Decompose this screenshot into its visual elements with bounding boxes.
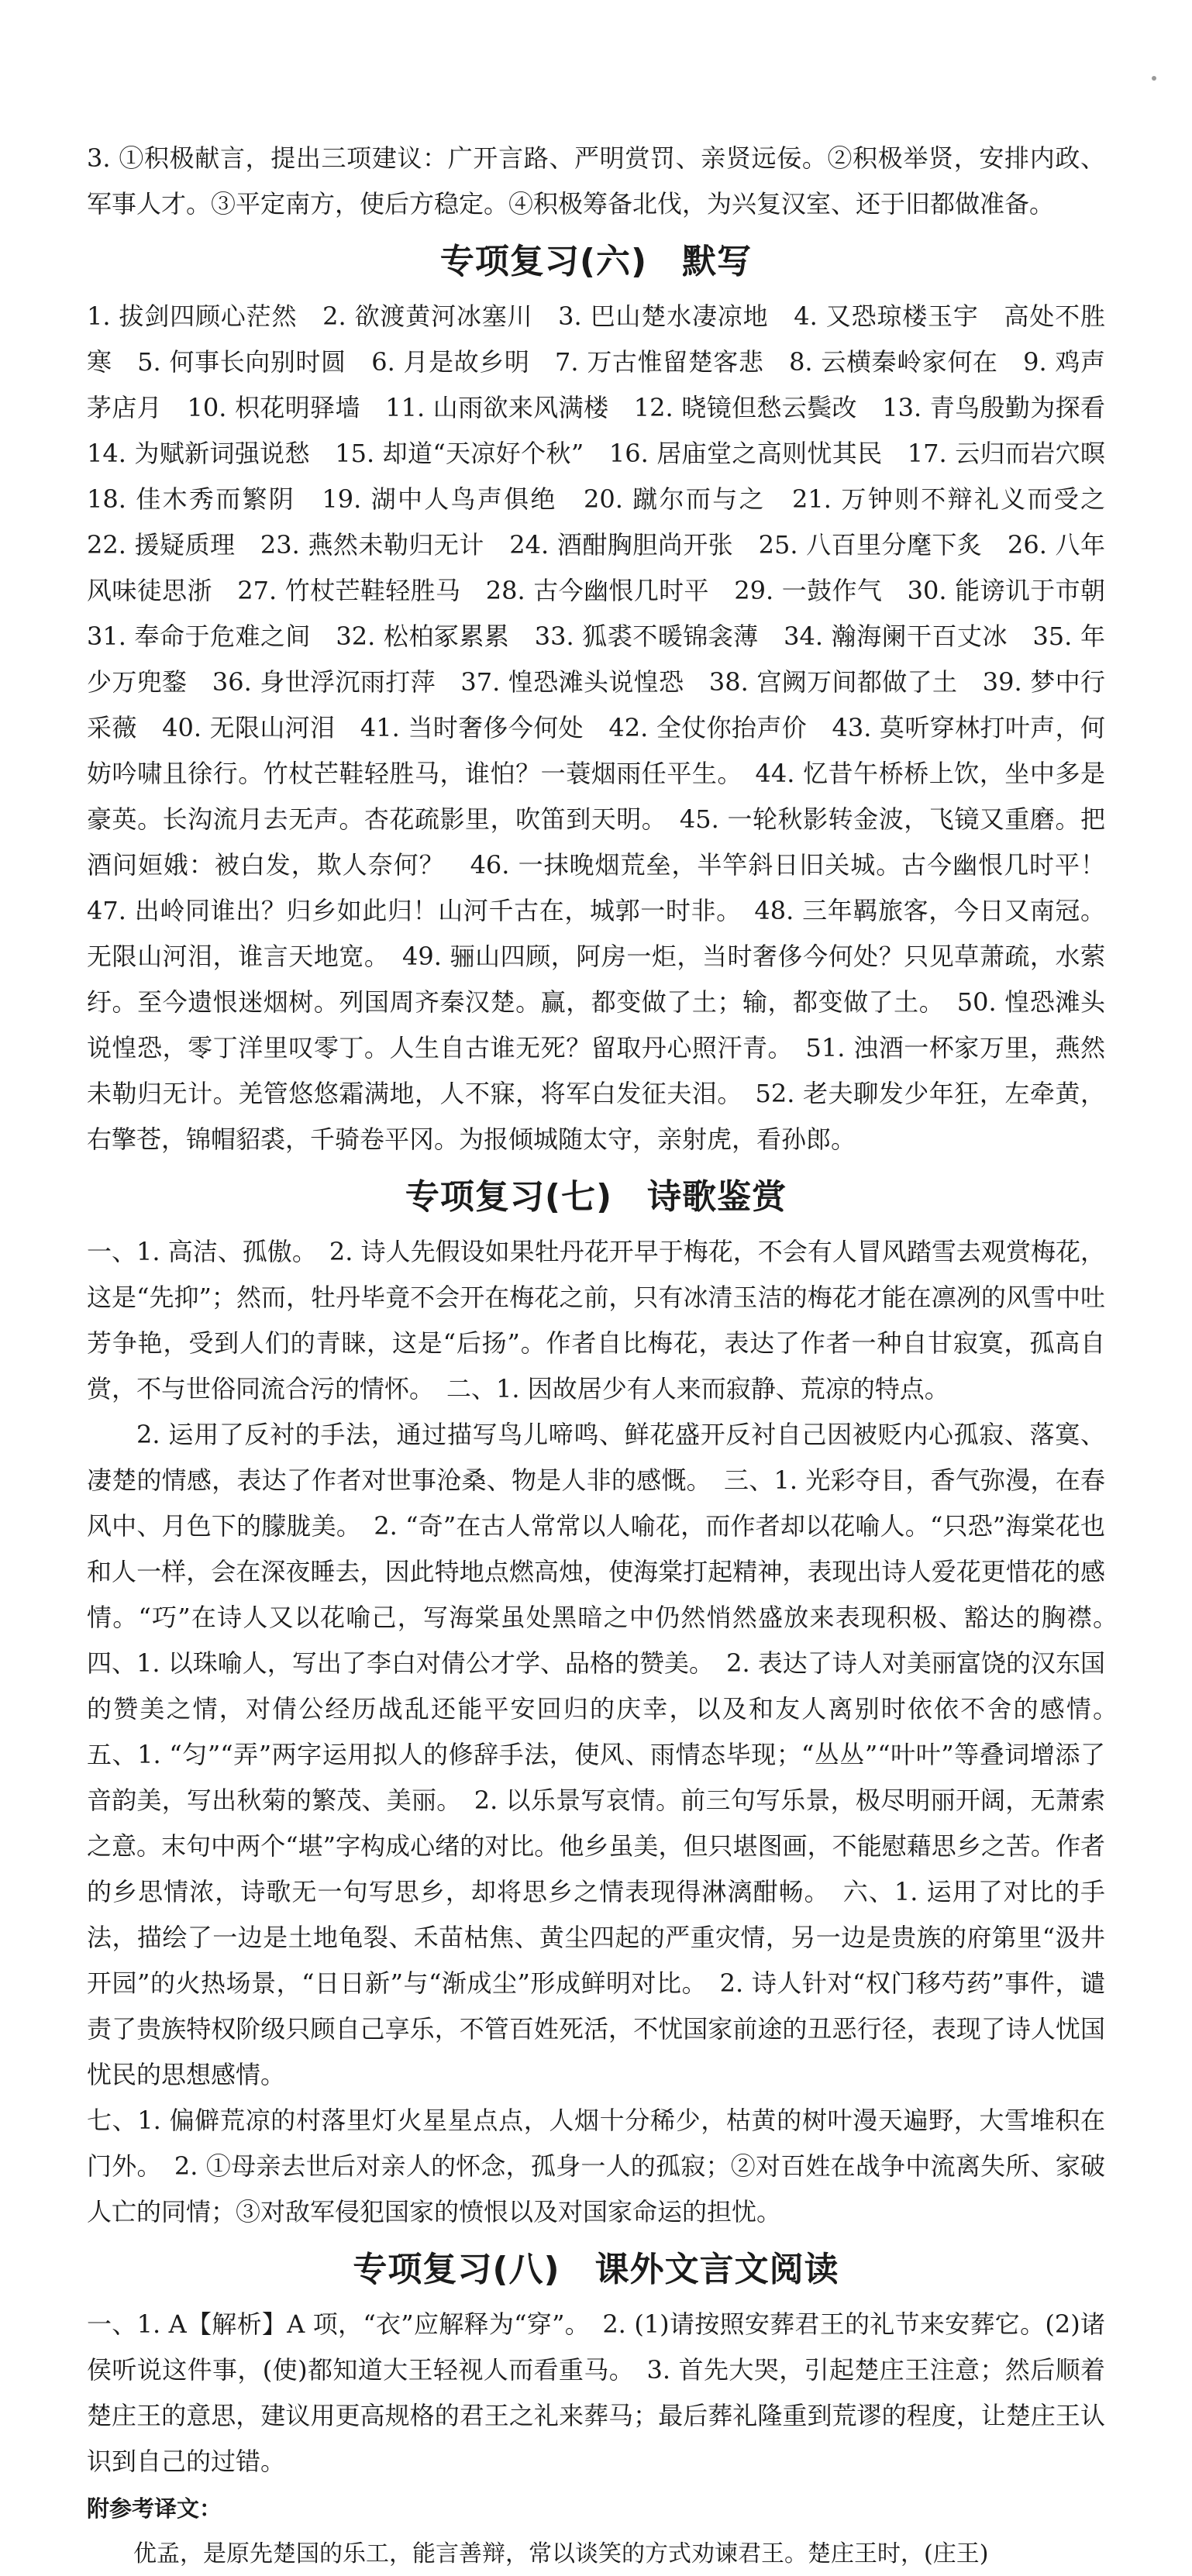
section-7-paragraph-3: 七、1. 偏僻荒凉的村落里灯火星星点点，人烟十分稀少，枯黄的树叶漫天遍野，大雪堆积在门外。 2. ①母亲去世后对亲人的怀念，孤身一人的孤寂；②对百姓在战争中流离失所、家破人亡的同情；③对敌军侵犯国家的愤恨以及对国家命运的担忧。 (87, 2106, 1105, 2226)
section-6-answers: 1. 拔剑四顾心茫然 2. 欲渡黄河冰塞川 3. 巴山楚水凄凉地 4. 又恐琼楼玉宇 高处不胜寒 5. 何事长向别时圆 6. 月是故乡明 7. 万古惟留楚客悲 8. 云横秦岭家何在 9. 鸡声茅店月 10. 枳花明驿墙 11. 山雨欲来风满楼 12. 晓镜但愁云鬓改 13. 青鸟殷勤为探看 14. 为赋新词强说愁 15. 却道“天凉好个秋” 16. 居庙堂之高则忧其民 17. 云归而岩穴暝 18. 佳木秀而繁阴 19. 湖中人鸟声俱绝 20. 蹴尔而与之 21. 万钟则不辩礼义而受之 22. 援疑质理 23. 燕然未勒归无计 24. 酒酣胸胆尚开张 25. 八百里分麾下炙 26. 八年风味徒思浙 27. 竹杖芒鞋轻胜马 28. 古今幽恨几时平 29. 一鼓作气 30. 能谤讥于市朝 31. 奉命于危难之间 32. 松柏冢累累 33. 狐裘不暖锦衾薄 34. 瀚海阑干百丈冰 35. 年少万兜鍪 36. 身世浮沉雨打萍 37. 惶恐滩头说惶恐 38. 宫阙万间都做了土 39. 梦中行采薇 40. 无限山河泪 41. 当时奢侈今何处 42. 全仗你抬声价 43. 莫听穿林打叶声，何妨吟啸且徐行。竹杖芒鞋轻胜马，谁怕？一蓑烟雨任平生。 44. 忆昔午桥桥上饮，坐中多是豪英。长沟流月去无声。杏花疏影里，吹笛到天明。 45. 一轮秋影转金波，飞镜又重磨。把酒问姮娥：被白发，欺人奈何？ 46. 一抹晚烟荒垒，半竿斜日旧关城。古今幽恨几时平！ 47. 出岭同谁出？归乡如此归！山河千古在，城郭一时非。 48. 三年羁旅客，今日又南冠。无限山河泪，谁言天地宽。 49. 骊山四顾，阿房一炬，当时奢侈今何处？只见草萧疏，水萦纡。至今遗恨迷烟树。列国周齐秦汉楚。赢，都变做了土；输，都变做了土。 50. 惶恐滩头说惶恐，零丁洋里叹零丁。人生自古谁无死？留取丹心照汗青。 51. 浊酒一杯家万里，燕然未勒归无计。羌管悠悠霜满地，人不寐，将军白发征夫泪。 52. 老夫聊发少年狂，左牵黄，右擎苍，锦帽貂裘，千骑卷平冈。为报倾城随太守，亲射虎，看孙郎。 (87, 301, 1131, 1154)
section-7-title: 专项复习(七) 诗歌鉴赏 (405, 1177, 787, 1217)
section-8-title: 专项复习(八) 课外文言文阅读 (353, 2250, 839, 2289)
scan-mark (1152, 76, 1156, 81)
intro-answer: 3. ①积极献言，提出三项建议：广开言路、严明赏罚、亲贤远佞。②积极举贤，安排内政、军事人才。③平定南方，使后方稳定。④积极筹备北伐，为兴复汉室、还于旧都做准备。 (87, 143, 1105, 219)
section-7-paragraph-1: 一、1. 高洁、孤傲。 2. 诗人先假设如果牡丹花开早于梅花，不会有人冒风踏雪去观赏梅花，这是“先抑”；然而，牡丹毕竟不会开在梅花之前，只有冰清玉洁的梅花才能在凛冽的风雪中吐芳争艳，受到人们的青睐，这是“后扬”。作者自比梅花，表达了作者一种自甘寂寞，孤高自赏，不与世俗同流合污的情怀。 二、1. 因故居少有人来而寂静、荒凉的特点。 (87, 1237, 1105, 1403)
reference-translation-text: 优孟，是原先楚国的乐工，能言善辩，常以谈笑的方式劝谏君王。楚庄王时，(庄王) (133, 2540, 989, 2567)
section-6-title: 专项复习(六) 默写 (439, 242, 753, 281)
section-8-paragraph-1: 一、1. A【解析】A 项，“衣”应解释为“穿”。 2. (1)请按照安葬君王的礼节来安葬它。(2)诸侯听说这件事，(使)都知道大王轻视人而看重马。 3. 首先大哭，引起楚庄王注意；然后顺着楚庄王的意思，建议用更高规格的君王之礼来葬马；最后葬礼隆重到荒谬的程度，让楚庄王认识到自己的过错。 (87, 2309, 1105, 2476)
section-7-paragraph-2: 2. 运用了反衬的手法，通过描写鸟儿啼鸣、鲜花盛开反衬自己因被贬内心孤寂、落寞、凄楚的情感，表达了作者对世事沧桑、物是人非的感慨。 三、1. 光彩夺目，香气弥漫，在春风中、月色下的朦胧美。 2. “奇”在古人常常以人喻花，而作者却以花喻人。“只恐”海棠花也和人一样，会在深夜睡去，因此特地点燃高烛，使海棠打起精神，表现出诗人爱花更惜花的感情。“巧”在诗人又以花喻己，写海棠虽处黑暗之中仍然悄然盛放来表现积极、豁达的胸襟。 四、1. 以珠喻人，写出了李白对倩公才学、品格的赞美。 2. 表达了诗人对美丽富饶的汉东国的赞美之情，对倩公经历战乱还能平安回归的庆幸，以及和友人离别时依依不舍的感情。 五、1. “匀”“弄”两字运用拟人的修辞手法，使风、雨情态毕现；“丛丛”“叶叶”等叠词增添了音韵美，写出秋菊的繁茂、美丽。 2. 以乐景写哀情。前三句写乐景，极尽明丽开阔，无萧索之意。末句中两个“堪”字构成心绪的对比。他乡虽美，但只堪图画，不能慰藉思乡之苦。作者的乡思情浓，诗歌无一句写思乡，却将思乡之情表现得淋漓酣畅。 六、1. 运用了对比的手法，描绘了一边是土地龟裂、禾苗枯焦、黄尘四起的严重灾情，另一边是贵族的府第里“汲井开园”的火热场景，“日日新”与“渐成尘”形成鲜明对比。 2. 诗人针对“权门移芍药”事件，谴责了贵族特权阶级只顾自己享乐，不管百姓死活，不忧国家前途的丑恶行径，表现了诗人忧国忧民的思想感情。 (87, 1420, 1131, 2089)
reference-translation-label: 附参考译文： (87, 2495, 222, 2522)
